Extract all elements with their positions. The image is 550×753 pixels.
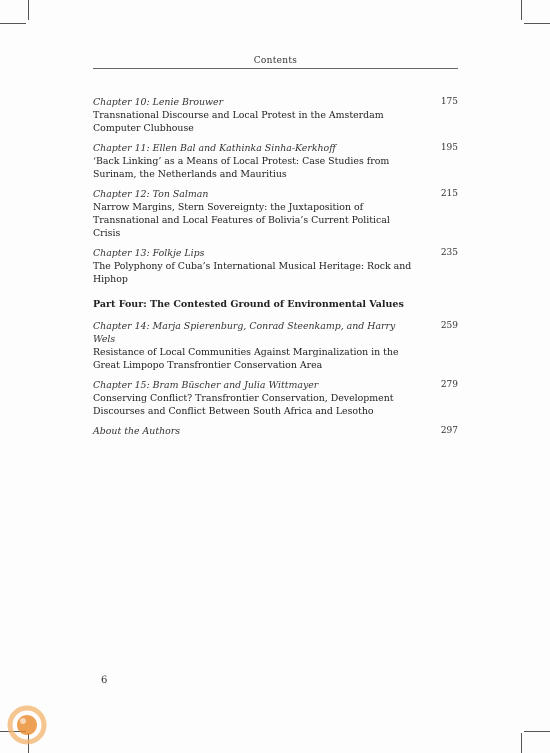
toc-entry-chapter-15[interactable] <box>93 379 458 418</box>
chapter-title: The Polyphony of Cuba’s International Musical Heritage: Rock and Hiphop <box>93 261 412 285</box>
chapter-title: ‘Back Linking’ as a Means of Local Protest: Case Studies from Surinam, the Netherlands and Mauritius <box>93 156 390 180</box>
chapter-author: Chapter 13: Folkje Lips <box>93 248 205 259</box>
chapter-author: Chapter 12: Ton Salman <box>93 189 209 200</box>
page-number: 195 <box>440 143 458 153</box>
page-number: 175 <box>440 97 458 107</box>
table-of-contents <box>93 96 458 445</box>
watermark-logo-icon <box>2 700 52 750</box>
toc-entry-chapter-13[interactable] <box>93 247 458 286</box>
crop-mark <box>524 23 550 24</box>
chapter-title: Narrow Margins, Stern Sovereignty: the Juxtaposition of Transnational and Local Features of Bolivia’s Current Political Crisis <box>93 202 390 239</box>
crop-mark <box>524 731 550 732</box>
toc-entry-about-authors[interactable] <box>93 425 458 438</box>
toc-entry-chapter-14[interactable] <box>93 320 458 372</box>
chapter-title: Resistance of Local Communities Against Marginalization in the Great Limpopo Transfrontier Conservation Area <box>93 347 399 371</box>
page-number: 279 <box>440 380 458 390</box>
crop-mark <box>521 733 522 753</box>
chapter-author: Chapter 14: Marja Spierenburg, Conrad Steenkamp, and Harry Wels <box>93 321 396 345</box>
chapter-author: Chapter 15: Bram Büscher and Julia Wittmayer <box>93 380 319 391</box>
page-number: 259 <box>440 321 458 331</box>
page-number: 235 <box>440 248 458 258</box>
part-heading: Part Four: The Contested Ground of Environmental Values <box>93 299 404 310</box>
crop-mark <box>521 0 522 20</box>
section-label: About the Authors <box>93 426 181 437</box>
crop-mark <box>28 0 29 20</box>
folio-page-number: 6 <box>101 675 108 686</box>
toc-entry-chapter-10[interactable] <box>93 96 458 135</box>
page-number: 215 <box>440 189 458 199</box>
toc-entry-chapter-11[interactable] <box>93 142 458 181</box>
running-head: Contents <box>253 56 298 66</box>
toc-entry-chapter-12[interactable] <box>93 188 458 240</box>
chapter-title: Conserving Conflict? Transfrontier Conservation, Development Discourses and Conflict Between South Africa and Lesotho <box>93 393 394 417</box>
chapter-title: Transnational Discourse and Local Protest in the Amsterdam Computer Clubhouse <box>93 110 384 134</box>
chapter-author: Chapter 11: Ellen Bal and Kathinka Sinha-Kerkhoff <box>93 143 336 154</box>
chapter-author: Chapter 10: Lenie Brouwer <box>93 97 224 108</box>
crop-mark <box>0 23 26 24</box>
header-rule <box>93 68 458 69</box>
page-number: 297 <box>440 426 458 436</box>
